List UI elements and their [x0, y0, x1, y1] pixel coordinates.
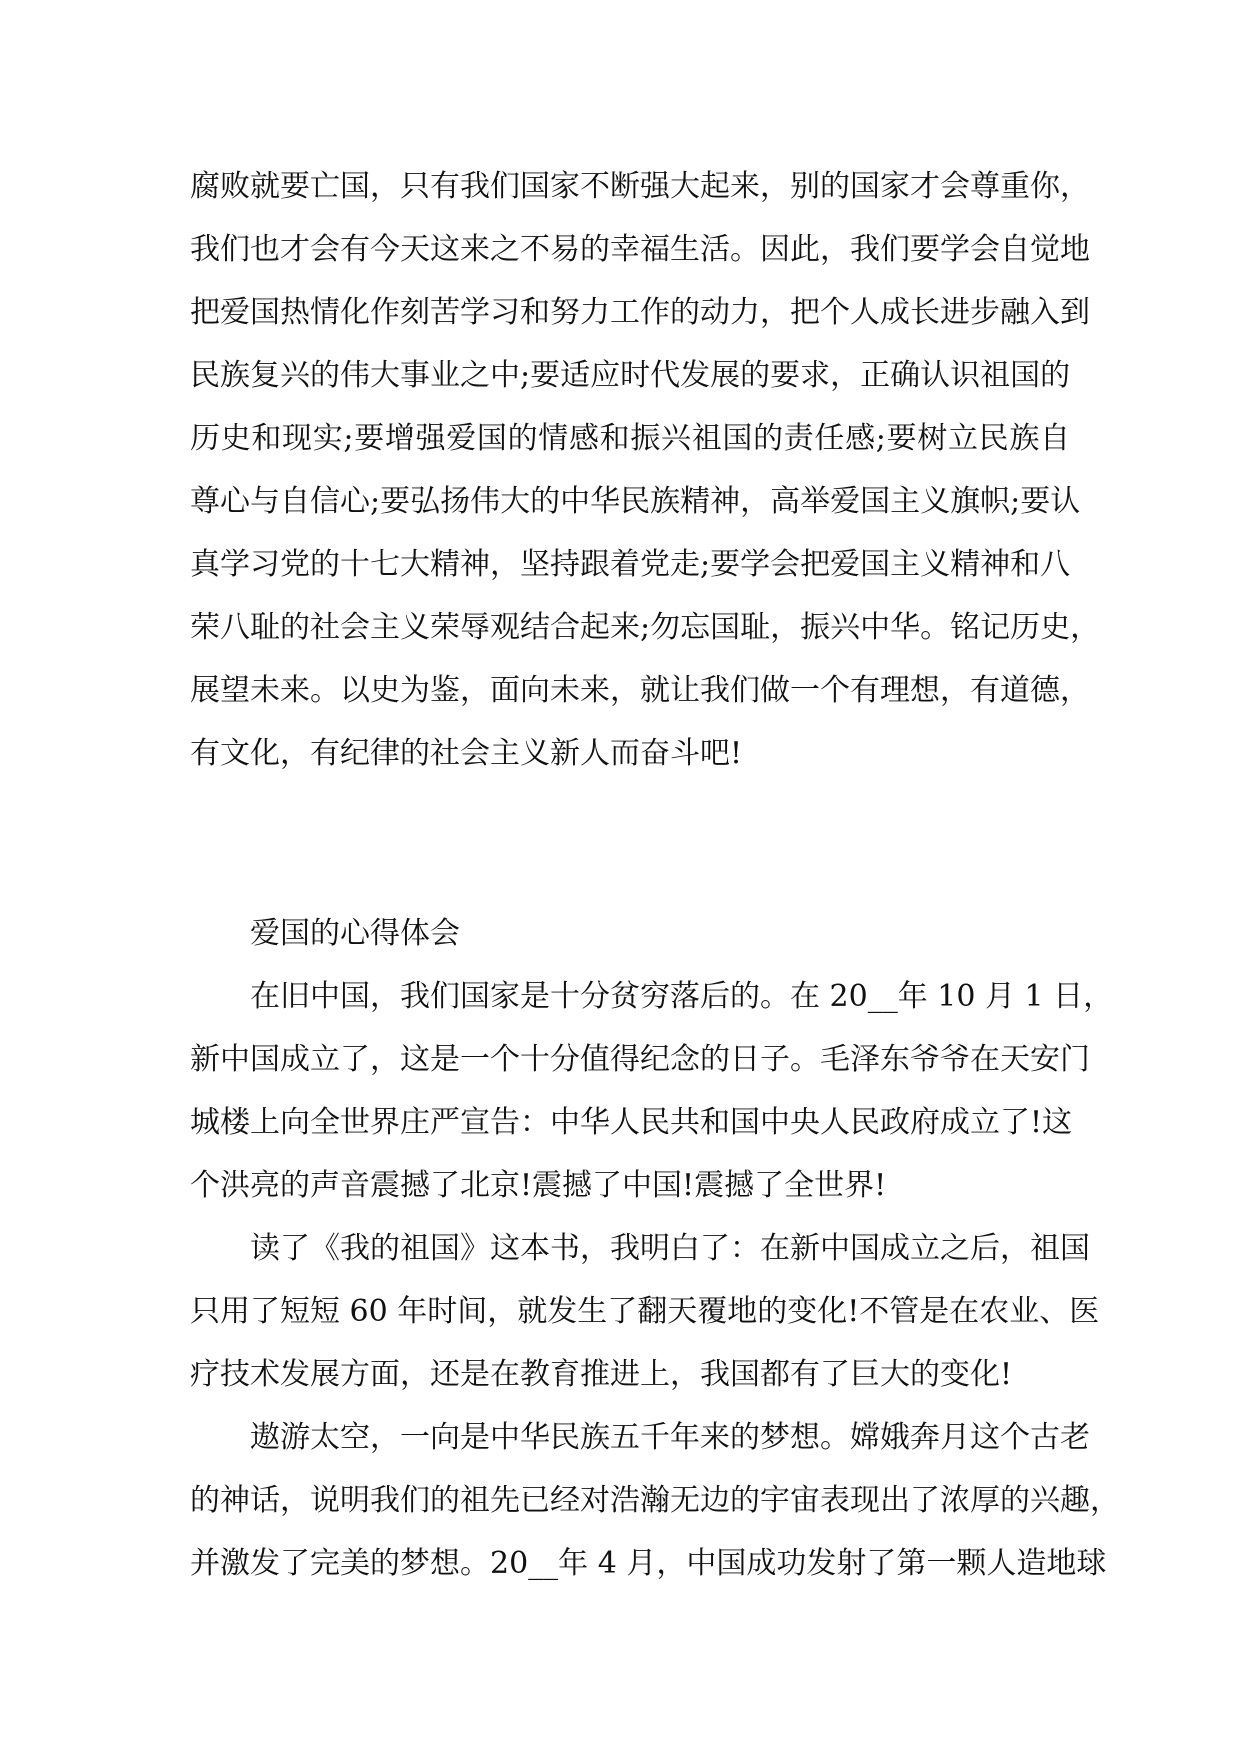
text-line: 个洪亮的声音震撼了北京!震撼了中国!震撼了全世界!	[190, 1168, 887, 1203]
text-line: 城楼上向全世界庄严宣告：中华人民共和国中央人民政府成立了!这	[190, 1105, 1073, 1140]
text-line: 尊心与自信心;要弘扬伟大的中华民族精神，高举爱国主义旗帜;要认	[190, 484, 1081, 519]
section-body	[190, 965, 1120, 1595]
paragraph-continuation	[190, 155, 1101, 785]
text-line: 民族复兴的伟大事业之中;要适应时代发展的要求，正确认识祖国的	[190, 358, 1071, 393]
text-line: 把爱国热情化作刻苦学习和努力工作的动力，把个人成长进步融入到	[190, 295, 1090, 330]
text-line: 展望未来。以史为鉴，面向未来，就让我们做一个有理想，有道德，	[190, 673, 1090, 708]
text-line: 腐败就要亡国，只有我们国家不断强大起来，别的国家才会尊重你，	[190, 169, 1090, 204]
text-line: 我们也才会有今天这来之不易的幸福生活。因此，我们要学会自觉地	[190, 232, 1090, 267]
text-line: 在旧中国，我们国家是十分贫穷落后的。在 20__年 10 月 1 日，	[250, 979, 1114, 1014]
text-line: 遨游太空，一向是中华民族五千年来的梦想。嫦娥奔月这个古老	[250, 1420, 1090, 1455]
text-line: 历史和现实;要增强爱国的情感和振兴祖国的责任感;要树立民族自	[190, 421, 1070, 456]
section-title: 爱国的心得体会	[250, 916, 460, 951]
text-line: 只用了短短 60 年时间，就发生了翻天覆地的变化!不管是在农业、医	[190, 1294, 1100, 1329]
text-line: 新中国成立了，这是一个十分值得纪念的日子。毛泽东爷爷在天安门	[190, 1042, 1090, 1077]
text-line: 有文化，有纪律的社会主义新人而奋斗吧!	[190, 736, 743, 771]
text-line: 疗技术发展方面，还是在教育推进上，我国都有了巨大的变化!	[190, 1357, 1013, 1392]
text-line: 读了《我的祖国》这本书，我明白了：在新中国成立之后，祖国	[250, 1231, 1090, 1266]
text-line: 荣八耻的社会主义荣辱观结合起来;勿忘国耻，振兴中华。铭记历史，	[190, 610, 1101, 645]
text-line: 并激发了完美的梦想。20__年 4 月，中国成功发射了第一颗人造地球	[190, 1546, 1107, 1581]
text-line: 真学习党的十七大精神，坚持跟着党走;要学会把爱国主义精神和八	[190, 547, 1071, 582]
text-line: 的神话，说明我们的祖先已经对浩瀚无边的宇宙表现出了浓厚的兴趣，	[190, 1483, 1120, 1518]
